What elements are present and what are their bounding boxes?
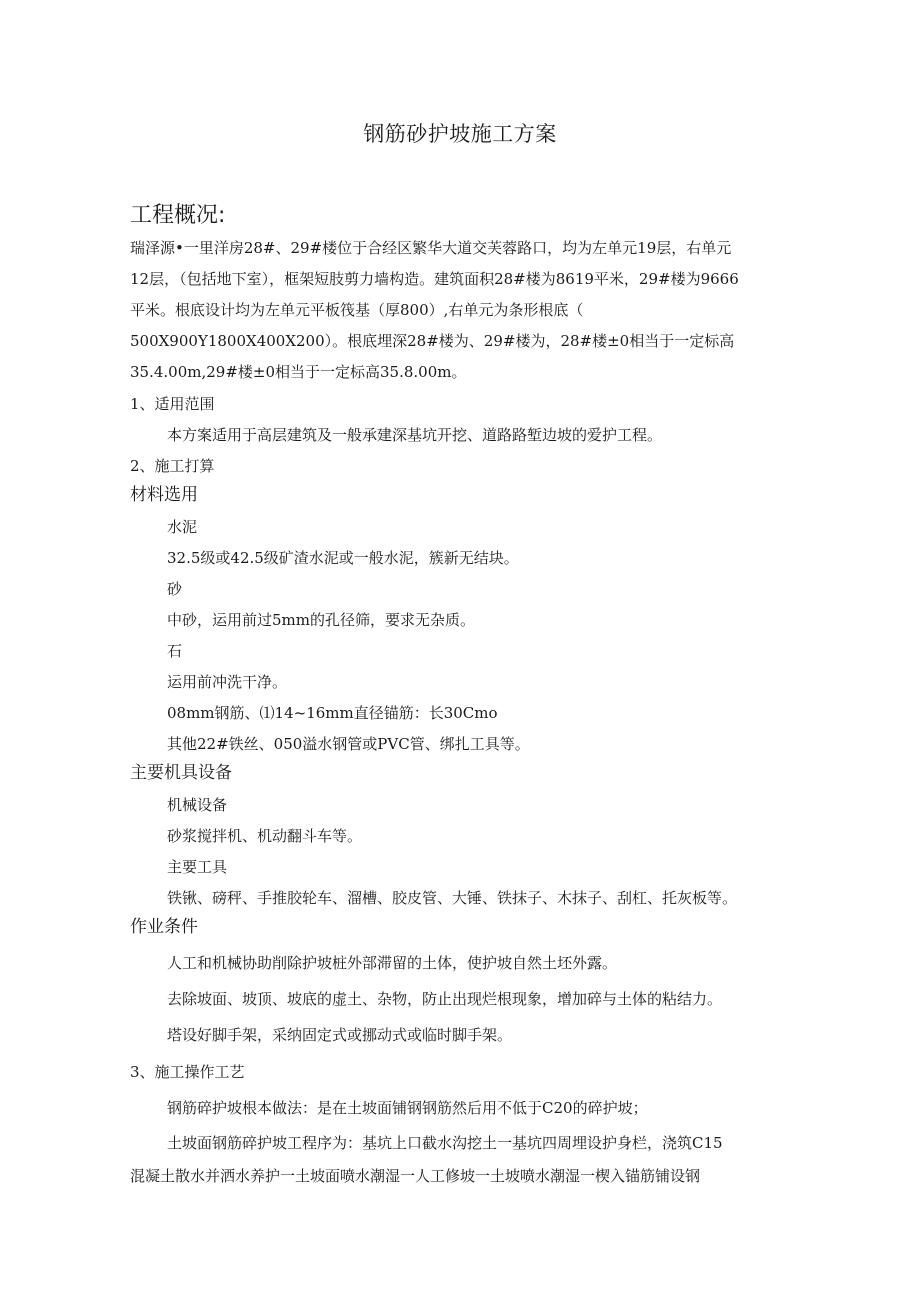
materials-line: 运用前冲洗干净。 [167,673,288,691]
overview-line: 35.4.00m,29#楼±0相当于一定标高35.8.00m。 [130,363,467,381]
process-line: 钢筋碎护坡根本做法：是在土坡面铺钢钢筋然后用不低于C20的碎护坡； [167,1099,648,1117]
equipment-line: 机械设备 [167,796,228,814]
materials-line: 砂 [167,580,183,598]
document-title: 钢筋砂护坡施工方案 [363,122,557,146]
process-line: 混凝土散水并洒水养护一土坡面喷水潮湿一人工修坡一土坡喷水潮湿一楔入锚筋铺设钢 [130,1167,701,1185]
conditions-line: 人工和机械协助削除护坡桩外部滞留的土体，使护坡自然土坯外露。 [167,954,618,972]
materials-heading: 材料选用 [130,485,198,505]
overview-line: 500X900Y1800X400X200）。根底埋深28#楼为、29#楼为，28#楼±0相当于一定标高 [130,332,735,350]
materials-line: 32.5级或42.5级矿渣水泥或一般水泥，簇新无结块。 [167,549,519,567]
materials-line: 其他22#铁丝、050溢水钢管或PVC管、绑扎工具等。 [167,735,530,753]
materials-line: 中砂，运用前过5mm的孔径筛，要求无杂质。 [167,611,475,629]
conditions-heading: 作业条件 [130,917,198,937]
materials-line: 08mm钢筋、⑴14~16mm直径锚筋：长30Cmo [167,704,498,722]
process-heading: 3、施工操作工艺 [130,1063,245,1081]
materials-line: 石 [167,642,183,660]
scope-text: 本方案适用于高层建筑及一般承建深基坑开挖、道路路堑边坡的爱护工程。 [167,426,663,444]
conditions-line: 去除坡面、坡顶、坡底的虚土、杂物，防止出现烂根现象，增加碎与土体的粘结力。 [167,990,723,1008]
equipment-line: 砂浆搅拌机、机动翻斗车等。 [167,827,363,845]
plan-heading: 2、施工打算 [130,457,215,475]
equipment-line: 主要工具 [167,858,228,876]
overview-line: 12层，（包括地下室），框架短肢剪力墙构造。建筑面积28#楼为8619平米，29#楼为9666 [130,270,739,288]
materials-line: 水泥 [167,518,198,536]
scope-heading: 1、适用范围 [130,395,215,413]
process-line: 土坡面钢筋碎护坡工程序为：基坑上口截水沟挖土一基坑四周埋设护身栏，浇筑C15 [167,1134,723,1152]
equipment-line: 铁锹、磅秤、手推胶轮车、溜槽、胶皮管、大锤、铁抹子、木抹子、刮杠、托灰板等。 [167,889,738,907]
overview-line: 平米。根底设计均为左单元平板筏基（厚800）,右单元为条形根底（ [130,301,584,319]
conditions-line: 塔设好脚手架，采纳固定式或挪动式或临时脚手架。 [167,1026,513,1044]
overview-heading: 工程概况: [130,203,226,228]
overview-line: 瑞泽源•一里洋房28#、29#楼位于合经区繁华大道交芙蓉路口，均为左单元19层，右单元 [130,239,732,257]
equipment-heading: 主要机具设备 [130,763,232,783]
